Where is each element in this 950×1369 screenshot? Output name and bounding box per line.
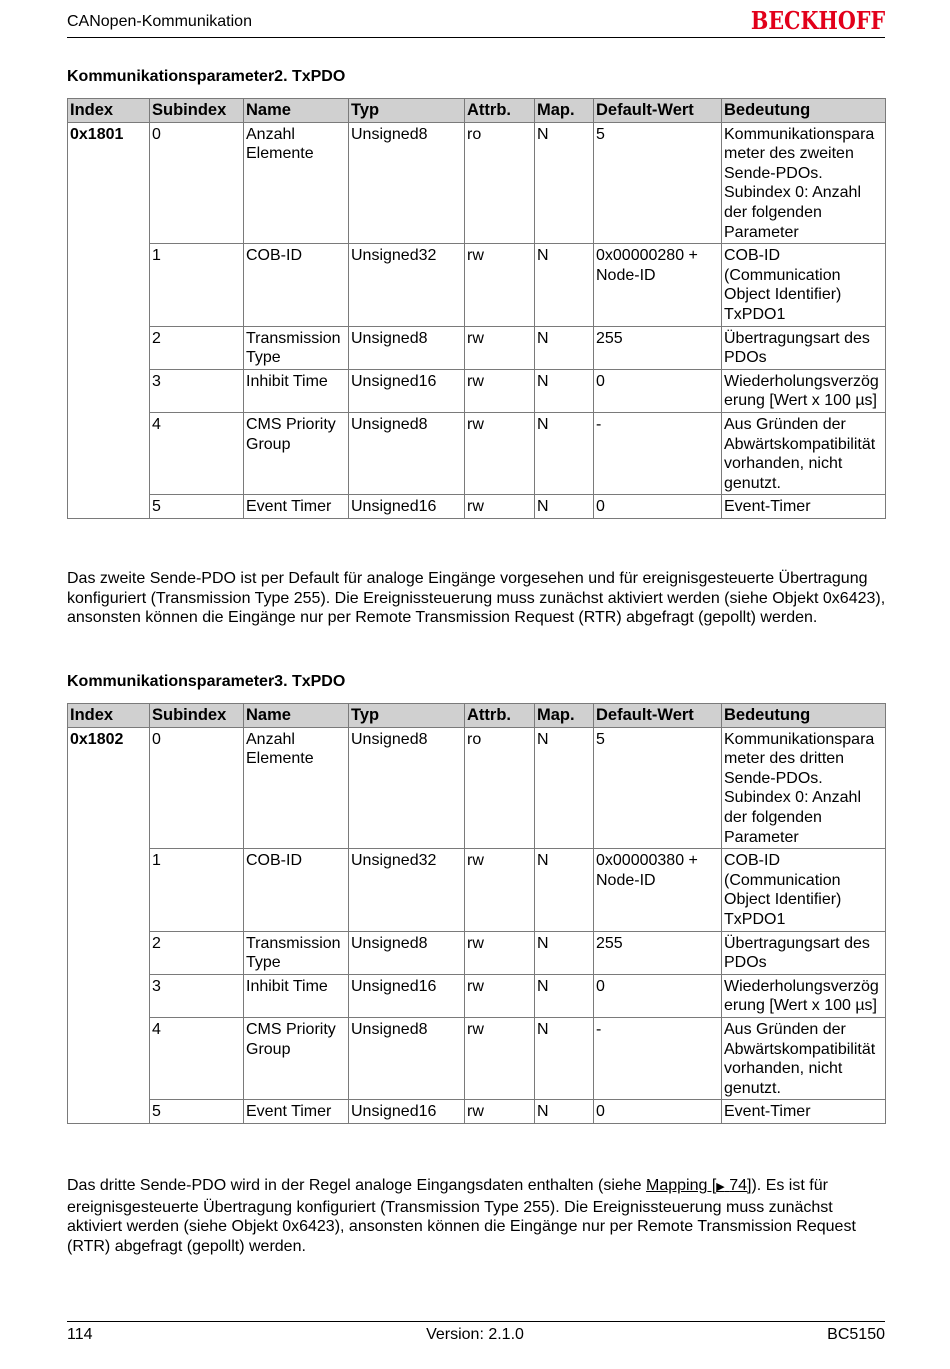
table-row bbox=[68, 122, 886, 244]
default-cell: 0x00000280 + Node-ID bbox=[594, 244, 722, 326]
col-header: Typ bbox=[349, 99, 465, 123]
mapping-link-page: 74 bbox=[729, 1177, 748, 1194]
table-row bbox=[68, 495, 886, 519]
meaning-cell: Aus Gründen der Abwärtskompatibilität vorhanden, nicht genutzt. bbox=[722, 412, 886, 494]
attr-cell: rw bbox=[465, 1100, 535, 1124]
subindex-cell: 4 bbox=[150, 1017, 244, 1099]
default-cell: 0 bbox=[594, 369, 722, 412]
col-header: Name bbox=[244, 704, 349, 728]
type-cell: Unsigned32 bbox=[349, 849, 465, 931]
type-cell: Unsigned8 bbox=[349, 931, 465, 974]
type-cell: Unsigned8 bbox=[349, 1017, 465, 1099]
default-cell: 0 bbox=[594, 495, 722, 519]
subindex-cell: 1 bbox=[150, 849, 244, 931]
subindex-cell: 5 bbox=[150, 1100, 244, 1124]
name-cell: Anzahl Elemente bbox=[244, 727, 349, 849]
mapping-link[interactable]: Mapping [▶ 74] bbox=[646, 1177, 752, 1194]
col-header: Default-Wert bbox=[594, 99, 722, 123]
footer-rule bbox=[67, 1321, 885, 1322]
table-row bbox=[68, 326, 886, 369]
name-cell: Transmission Type bbox=[244, 931, 349, 974]
col-header: Index bbox=[68, 704, 150, 728]
map-cell: N bbox=[535, 495, 594, 519]
subindex-cell: 0 bbox=[150, 122, 244, 244]
map-cell: N bbox=[535, 849, 594, 931]
name-cell: Event Timer bbox=[244, 495, 349, 519]
type-cell: Unsigned8 bbox=[349, 727, 465, 849]
name-cell: Transmission Type bbox=[244, 326, 349, 369]
map-cell: N bbox=[535, 369, 594, 412]
table-row bbox=[68, 974, 886, 1017]
col-header: Bedeutung bbox=[722, 704, 886, 728]
txpdo2-table bbox=[67, 98, 886, 519]
attr-cell: rw bbox=[465, 1017, 535, 1099]
attr-cell: rw bbox=[465, 974, 535, 1017]
meaning-cell: Event-Timer bbox=[722, 495, 886, 519]
col-header: Subindex bbox=[150, 704, 244, 728]
type-cell: Unsigned8 bbox=[349, 412, 465, 494]
col-header: Map. bbox=[535, 704, 594, 728]
type-cell: Unsigned16 bbox=[349, 495, 465, 519]
col-header: Map. bbox=[535, 99, 594, 123]
txpdo3-table bbox=[67, 703, 886, 1124]
attr-cell: ro bbox=[465, 727, 535, 849]
col-header: Subindex bbox=[150, 99, 244, 123]
subindex-cell: 4 bbox=[150, 412, 244, 494]
index-cell: 0x1802 bbox=[68, 727, 150, 1123]
table-header-row bbox=[68, 99, 886, 123]
table-row bbox=[68, 1100, 886, 1124]
meaning-cell: COB-ID (Communication Object Identifier) TxPDO1 bbox=[722, 849, 886, 931]
default-cell: 255 bbox=[594, 326, 722, 369]
map-cell: N bbox=[535, 931, 594, 974]
subindex-cell: 2 bbox=[150, 326, 244, 369]
meaning-cell: Übertragungsart des PDOs bbox=[722, 931, 886, 974]
col-header: Typ bbox=[349, 704, 465, 728]
attr-cell: rw bbox=[465, 244, 535, 326]
beckhoff-logo: BECKHOFF bbox=[750, 6, 885, 35]
meaning-cell: Kommunikationsparameter des zweiten Sende-PDOs. Subindex 0: Anzahl der folgenden Parameter bbox=[722, 122, 886, 244]
section-title-txpdo2: Kommunikationsparameter2. TxPDO bbox=[67, 68, 346, 85]
meaning-cell: Aus Gründen der Abwärtskompatibilität vorhanden, nicht genutzt. bbox=[722, 1017, 886, 1099]
txpdo3-description bbox=[67, 1176, 887, 1256]
mapping-link-text: Mapping bbox=[646, 1177, 708, 1194]
table-header-row bbox=[68, 704, 886, 728]
type-cell: Unsigned8 bbox=[349, 326, 465, 369]
type-cell: Unsigned8 bbox=[349, 122, 465, 244]
default-cell: 5 bbox=[594, 727, 722, 849]
table-row bbox=[68, 412, 886, 494]
page-header-title: CANopen-Kommunikation bbox=[67, 13, 252, 30]
meaning-cell: Wiederholungsverzögerung [Wert x 100 µs] bbox=[722, 974, 886, 1017]
attr-cell: rw bbox=[465, 495, 535, 519]
name-cell: Inhibit Time bbox=[244, 369, 349, 412]
table-row bbox=[68, 1017, 886, 1099]
map-cell: N bbox=[535, 1017, 594, 1099]
col-header: Name bbox=[244, 99, 349, 123]
name-cell: CMS Priority Group bbox=[244, 412, 349, 494]
subindex-cell: 3 bbox=[150, 369, 244, 412]
map-cell: N bbox=[535, 326, 594, 369]
col-header: Bedeutung bbox=[722, 99, 886, 123]
type-cell: Unsigned32 bbox=[349, 244, 465, 326]
meaning-cell: Wiederholungsverzögerung [Wert x 100 µs] bbox=[722, 369, 886, 412]
col-header: Index bbox=[68, 99, 150, 123]
name-cell: Event Timer bbox=[244, 1100, 349, 1124]
table-row bbox=[68, 849, 886, 931]
col-header: Default-Wert bbox=[594, 704, 722, 728]
subindex-cell: 1 bbox=[150, 244, 244, 326]
arrow-right-icon: ▶ bbox=[716, 1181, 725, 1193]
name-cell: Inhibit Time bbox=[244, 974, 349, 1017]
attr-cell: rw bbox=[465, 931, 535, 974]
footer-product: BC5150 bbox=[827, 1326, 885, 1343]
paragraph-text: ). Es ist für ereignisgesteuerte Übertragung konfiguriert (Transmission Type 255). Die Ereignissteuerung muss zunächst aktiviert werden (siehe Objekt 0x6423), ansonsten können die Eingänge nur per Remote Transmission Request (RTR) abgefragt (gepollt) werden. bbox=[67, 1177, 856, 1255]
map-cell: N bbox=[535, 122, 594, 244]
meaning-cell: Kommunikationsparameter des dritten Sende-PDOs. Subindex 0: Anzahl der folgenden Parameter bbox=[722, 727, 886, 849]
subindex-cell: 3 bbox=[150, 974, 244, 1017]
default-cell: - bbox=[594, 1017, 722, 1099]
attr-cell: rw bbox=[465, 412, 535, 494]
map-cell: N bbox=[535, 974, 594, 1017]
meaning-cell: Übertragungsart des PDOs bbox=[722, 326, 886, 369]
attr-cell: ro bbox=[465, 122, 535, 244]
attr-cell: rw bbox=[465, 326, 535, 369]
footer-version: Version: 2.1.0 bbox=[426, 1326, 524, 1343]
subindex-cell: 5 bbox=[150, 495, 244, 519]
default-cell: 5 bbox=[594, 122, 722, 244]
map-cell: N bbox=[535, 412, 594, 494]
meaning-cell: COB-ID (Communication Object Identifier) TxPDO1 bbox=[722, 244, 886, 326]
index-cell: 0x1801 bbox=[68, 122, 150, 518]
default-cell: 0 bbox=[594, 1100, 722, 1124]
attr-cell: rw bbox=[465, 369, 535, 412]
txpdo2-description: Das zweite Sende-PDO ist per Default für analoge Eingänge vorgesehen und für ereignisgesteuerte Übertragung konfiguriert (Transmission Type 255). Die Ereignissteuerung muss zunächst aktiviert werden (siehe Objekt 0x6423), ansonsten können die Eingänge nur per Remote Transmission Request (RTR) abgefragt (gepollt) werden. bbox=[67, 570, 886, 627]
col-header: Attrb. bbox=[465, 99, 535, 123]
header-rule bbox=[67, 37, 885, 38]
default-cell: 0x00000380 + Node-ID bbox=[594, 849, 722, 931]
default-cell: - bbox=[594, 412, 722, 494]
table-row bbox=[68, 931, 886, 974]
col-header: Attrb. bbox=[465, 704, 535, 728]
default-cell: 0 bbox=[594, 974, 722, 1017]
paragraph-text: Das dritte Sende-PDO wird in der Regel analoge Eingangsdaten enthalten (siehe bbox=[67, 1177, 647, 1194]
table-row bbox=[68, 369, 886, 412]
section-title-txpdo3: Kommunikationsparameter3. TxPDO bbox=[67, 673, 346, 690]
map-cell: N bbox=[535, 244, 594, 326]
type-cell: Unsigned16 bbox=[349, 369, 465, 412]
name-cell: COB-ID bbox=[244, 849, 349, 931]
default-cell: 255 bbox=[594, 931, 722, 974]
table-row bbox=[68, 244, 886, 326]
name-cell: CMS Priority Group bbox=[244, 1017, 349, 1099]
table-row bbox=[68, 727, 886, 849]
type-cell: Unsigned16 bbox=[349, 974, 465, 1017]
name-cell: COB-ID bbox=[244, 244, 349, 326]
subindex-cell: 0 bbox=[150, 727, 244, 849]
subindex-cell: 2 bbox=[150, 931, 244, 974]
footer-page-number: 114 bbox=[67, 1326, 93, 1343]
meaning-cell: Event-Timer bbox=[722, 1100, 886, 1124]
map-cell: N bbox=[535, 727, 594, 849]
map-cell: N bbox=[535, 1100, 594, 1124]
name-cell: Anzahl Elemente bbox=[244, 122, 349, 244]
type-cell: Unsigned16 bbox=[349, 1100, 465, 1124]
attr-cell: rw bbox=[465, 849, 535, 931]
